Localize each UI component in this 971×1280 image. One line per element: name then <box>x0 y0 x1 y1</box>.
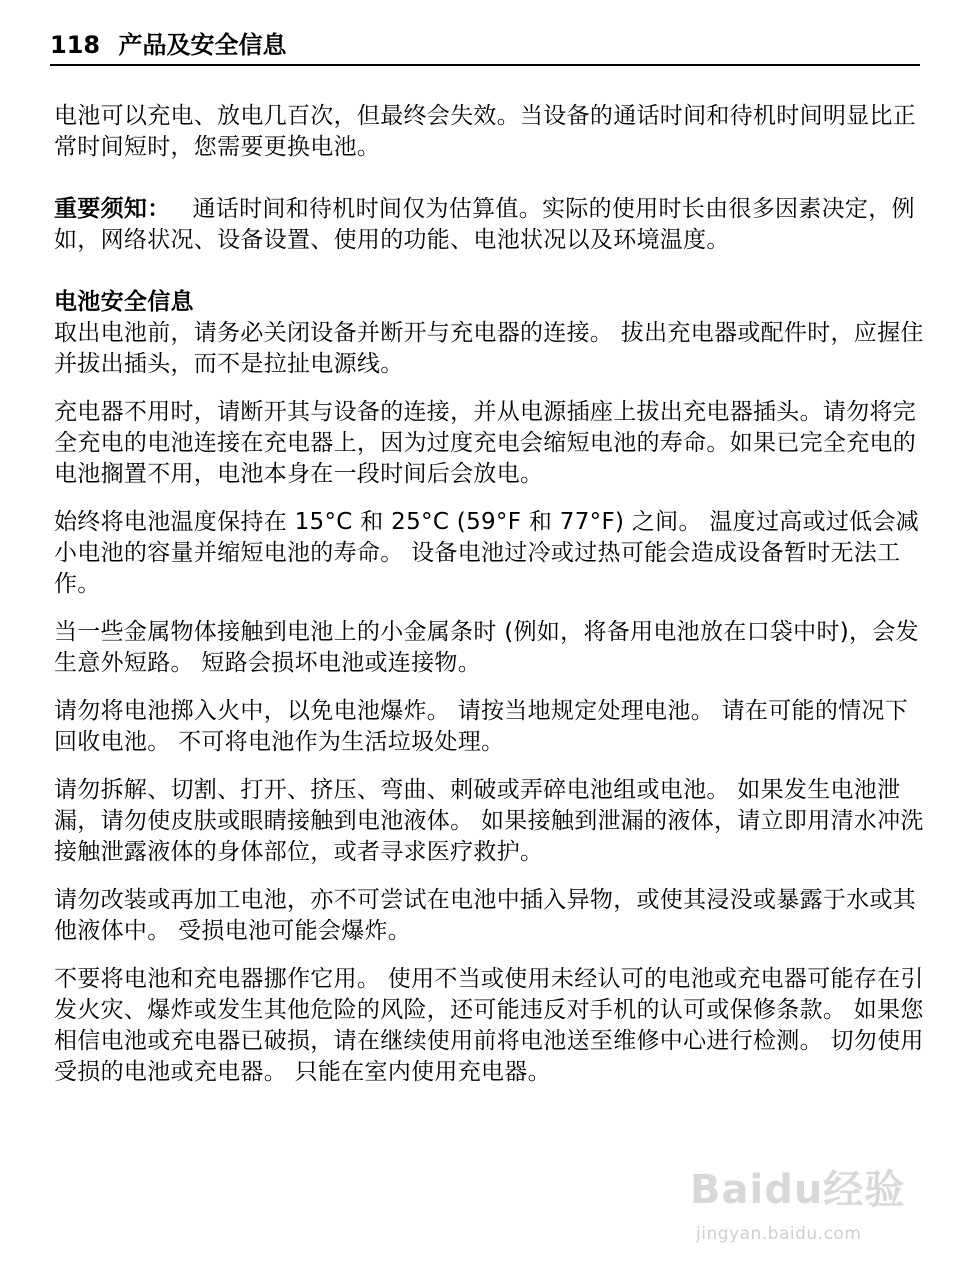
chapter-title: 产品及安全信息 <box>118 31 287 59</box>
paragraph-charger-disconnect: 充电器不用时，请断开其与设备的连接，并从电源插座上拔出充电器插头。请勿将完全充电的电池连接在充电器上，因为过度充电会缩短电池的寿命。如果已完全充电的电池搁置不用，电池本身在一段时间后会放电。 <box>54 399 917 487</box>
paragraph-remove-battery: 取出电池前，请务必关闭设备并断开与充电器的连接。 拔出充电器或配件时，应握住并拔出插头，而不是拉扯电源线。 <box>54 320 924 377</box>
paragraph-misuse: 不要将电池和充电器挪作它用。 使用不当或使用未经认可的电池或充电器可能存在引发火灾、爆炸或发生其他危险的风险，还可能违反对手机的认可或保修条款。 如果您相信电池或充电器已破损，请在继续使用前将电池送至维修中心进行检测。 切勿使用受损的电池或充电器。 只能在室内使用充电器。 <box>54 966 924 1085</box>
important-note <box>54 194 924 256</box>
important-note-text: 通话时间和待机时间仅为估算值。实际的使用时长由很多因素决定，例如，网络状况、设备设置、使用的功能、电池状况以及环境温度。 <box>54 196 915 253</box>
document-body <box>54 101 924 1088</box>
important-note-label: 重要须知： <box>54 196 171 222</box>
paragraph-short-circuit: 当一些金属物体接触到电池上的小金属条时 (例如，将备用电池放在口袋中时)，会发生意外短路。 短路会损坏电池或连接物。 <box>54 619 919 676</box>
baidu-logo-text: Baidu经验 <box>690 1167 906 1213</box>
section-title: 电池安全信息 <box>54 289 194 315</box>
page-number: 118 <box>50 31 101 59</box>
paragraph-modification: 请勿改装或再加工电池，亦不可尝试在电池中插入异物，或使其浸没或暴露于水或其他液体中。 受损电池可能会爆炸。 <box>54 887 917 944</box>
paragraph-disposal: 请勿将电池掷入火中，以免电池爆炸。 请按当地规定处理电池。 请在可能的情况下回收电池。 不可将电池作为生活垃圾处理。 <box>54 698 909 755</box>
paragraph-battery-lifespan: 电池可以充电、放电几百次，但最终会失效。当设备的通话时间和待机时间明显比正常时间短时，您需要更换电池。 <box>54 103 917 160</box>
paragraph-leakage: 请勿拆解、切割、打开、挤压、弯曲、刺破或弄碎电池组或电池。 如果发生电池泄漏，请勿使皮肤或眼睛接触到电池液体。 如果接触到泄漏的液体，请立即用清水冲洗接触泄露液体的身体部位，或者寻求医疗救护。 <box>54 777 924 865</box>
paragraph-temperature: 始终将电池温度保持在 15°C 和 25°C (59°F 和 77°F) 之间。 温度过高或过低会减小电池的容量并缩短电池的寿命。 设备电池过冷或过热可能会造成设备暂时无法工作。 <box>54 509 920 597</box>
page-header <box>50 30 920 66</box>
baidu-watermark <box>690 1140 920 1260</box>
watermark-url: jingyan.baidu.com <box>696 1224 862 1244</box>
baidu-logo <box>690 1158 905 1215</box>
